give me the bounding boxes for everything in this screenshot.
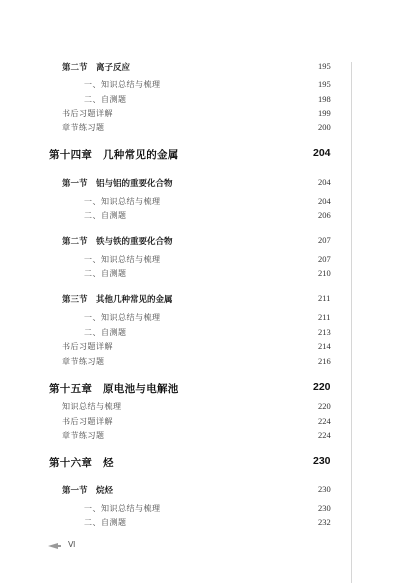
toc-entry-title: 第一节 铝与铝的重要化合物 <box>62 179 173 189</box>
toc-entry-title: 一、知识总结与梳理 <box>84 255 161 264</box>
toc-entry-title: 二、自测题 <box>84 211 127 220</box>
toc-entry-title: 一、知识总结与梳理 <box>84 197 161 206</box>
toc-chapter-title: 第十四章 几种常见的金属 <box>49 149 179 161</box>
toc-chapter-page: 204 <box>313 147 331 159</box>
toc-entry-title: 第二节 离子反应 <box>62 63 131 73</box>
toc-entry-title: 二、自测题 <box>84 518 127 527</box>
toc-entry-title: 一、知识总结与梳理 <box>84 80 161 89</box>
toc-entry-page: 230 <box>318 484 331 494</box>
toc-entry-page: 210 <box>318 268 331 278</box>
toc-entry-page: 214 <box>318 341 331 351</box>
toc-entry-page: 199 <box>318 108 331 118</box>
toc-entry-title: 章节练习题 <box>62 357 105 366</box>
toc-entry-title: 二、自测题 <box>84 328 127 337</box>
toc-entry-page: 224 <box>318 430 331 440</box>
toc-entry-title: 第三节 其他几种常见的金属 <box>62 295 173 305</box>
footer-bar <box>57 545 61 547</box>
toc-entry-title: 书后习题详解 <box>62 342 113 351</box>
toc-entry-page: 195 <box>318 61 331 71</box>
toc-entry-page: 230 <box>318 503 331 513</box>
toc-entry-page: 195 <box>318 79 331 89</box>
toc-entry-title: 第一节 烷烃 <box>62 486 114 496</box>
toc-entry-title: 章节练习题 <box>62 123 105 132</box>
toc-entry-title: 二、自测题 <box>84 95 127 104</box>
toc-chapter-title: 第十六章 烃 <box>49 457 114 469</box>
toc-entry-page: 200 <box>318 122 331 132</box>
toc-entry-title: 一、知识总结与梳理 <box>84 504 161 513</box>
toc-entry-page: 224 <box>318 416 331 426</box>
toc-entry-page: 213 <box>318 327 331 337</box>
toc-entry-title: 书后习题详解 <box>62 109 113 118</box>
toc-entry-page: 207 <box>318 235 331 245</box>
toc-entry-title: 二、自测题 <box>84 269 127 278</box>
toc-chapter-page: 230 <box>313 455 331 467</box>
toc-entry-page: 204 <box>318 177 331 187</box>
toc-chapter-title: 第十五章 原电池与电解池 <box>49 383 179 395</box>
toc-chapter-page: 220 <box>313 381 331 393</box>
toc-entry-title: 一、知识总结与梳理 <box>84 313 161 322</box>
toc-entry-page: 211 <box>318 312 331 322</box>
toc-entry-page: 198 <box>318 94 331 104</box>
toc-entry-page: 211 <box>318 293 331 303</box>
toc-entry-page: 206 <box>318 210 331 220</box>
toc-entry-page: 216 <box>318 356 331 366</box>
toc-entry-page: 204 <box>318 196 331 206</box>
toc-entry-title: 书后习题详解 <box>62 417 113 426</box>
toc-entry-title: 第二节 铁与铁的重要化合物 <box>62 237 173 247</box>
page-number: Ⅵ <box>68 540 76 549</box>
toc-entry-title: 章节练习题 <box>62 431 105 440</box>
margin-divider <box>351 62 352 583</box>
toc-entry-title: 知识总结与梳理 <box>62 402 122 411</box>
toc-entry-page: 207 <box>318 254 331 264</box>
toc-entry-page: 220 <box>318 401 331 411</box>
toc-entry-page: 232 <box>318 517 331 527</box>
